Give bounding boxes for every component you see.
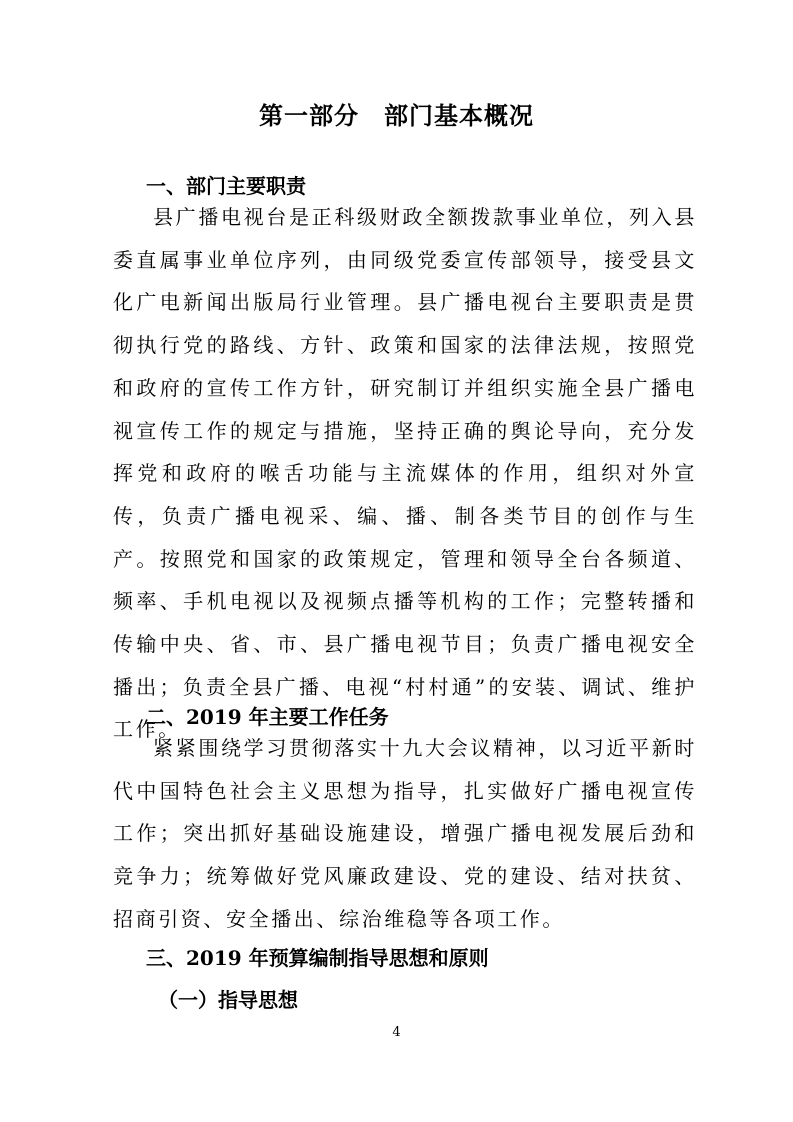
paragraph-duties: 县广播电视台是正科级财政全额拨款事业单位，列入县委直属事业单位序列，由同级党委宣传部领导，接受县文化广电新闻出版局行业管理。县广播电视台主要职责是贯彻执行党的路线、方针、政策和国家的法律法规，按照党和政府的宣传工作方针，研究制订并组织实施全县广播电视宣传工作的规定与措施，坚持正确的舆论导向，充分发挥党和政府的喉舌功能与主流媒体的作用，组织对外宣传，负责广播电视采、编、播、制各类节目的创作与生产。按照党和国家的政策规定，管理和领导全台各频道、频率、手机电视以及视频点播等机构的工作；完整转播和传输中央、省、市、县广播电视节目；负责广播电视安全播出；负责全县广播、电视“村村通”的安装、调试、维护工作。 (113, 205, 697, 742)
section-heading-budget-principles: 三、2019 年预算编制指导思想和原则 (146, 946, 489, 970)
section-heading-tasks: 二、2019 年主要工作任务 (146, 705, 389, 729)
subheading-guiding-thought: （一）指导思想 (158, 988, 298, 1012)
section-heading-duties: 一、部门主要职责 (146, 174, 306, 198)
page-number: 4 (392, 1025, 401, 1040)
page-title: 第一部分 部门基本概况 (259, 101, 534, 130)
paragraph-tasks: 紧紧围绕学习贯彻落实十九大会议精神，以习近平新时代中国特色社会主义思想为指导，扎实做好广播电视宣传工作；突出抓好基础设施建设，增强广播电视发展后劲和竞争力；统筹做好党风廉政建设、党的建设、结对扶贫、招商引资、安全播出、综治维稳等各项工作。 (113, 736, 697, 931)
